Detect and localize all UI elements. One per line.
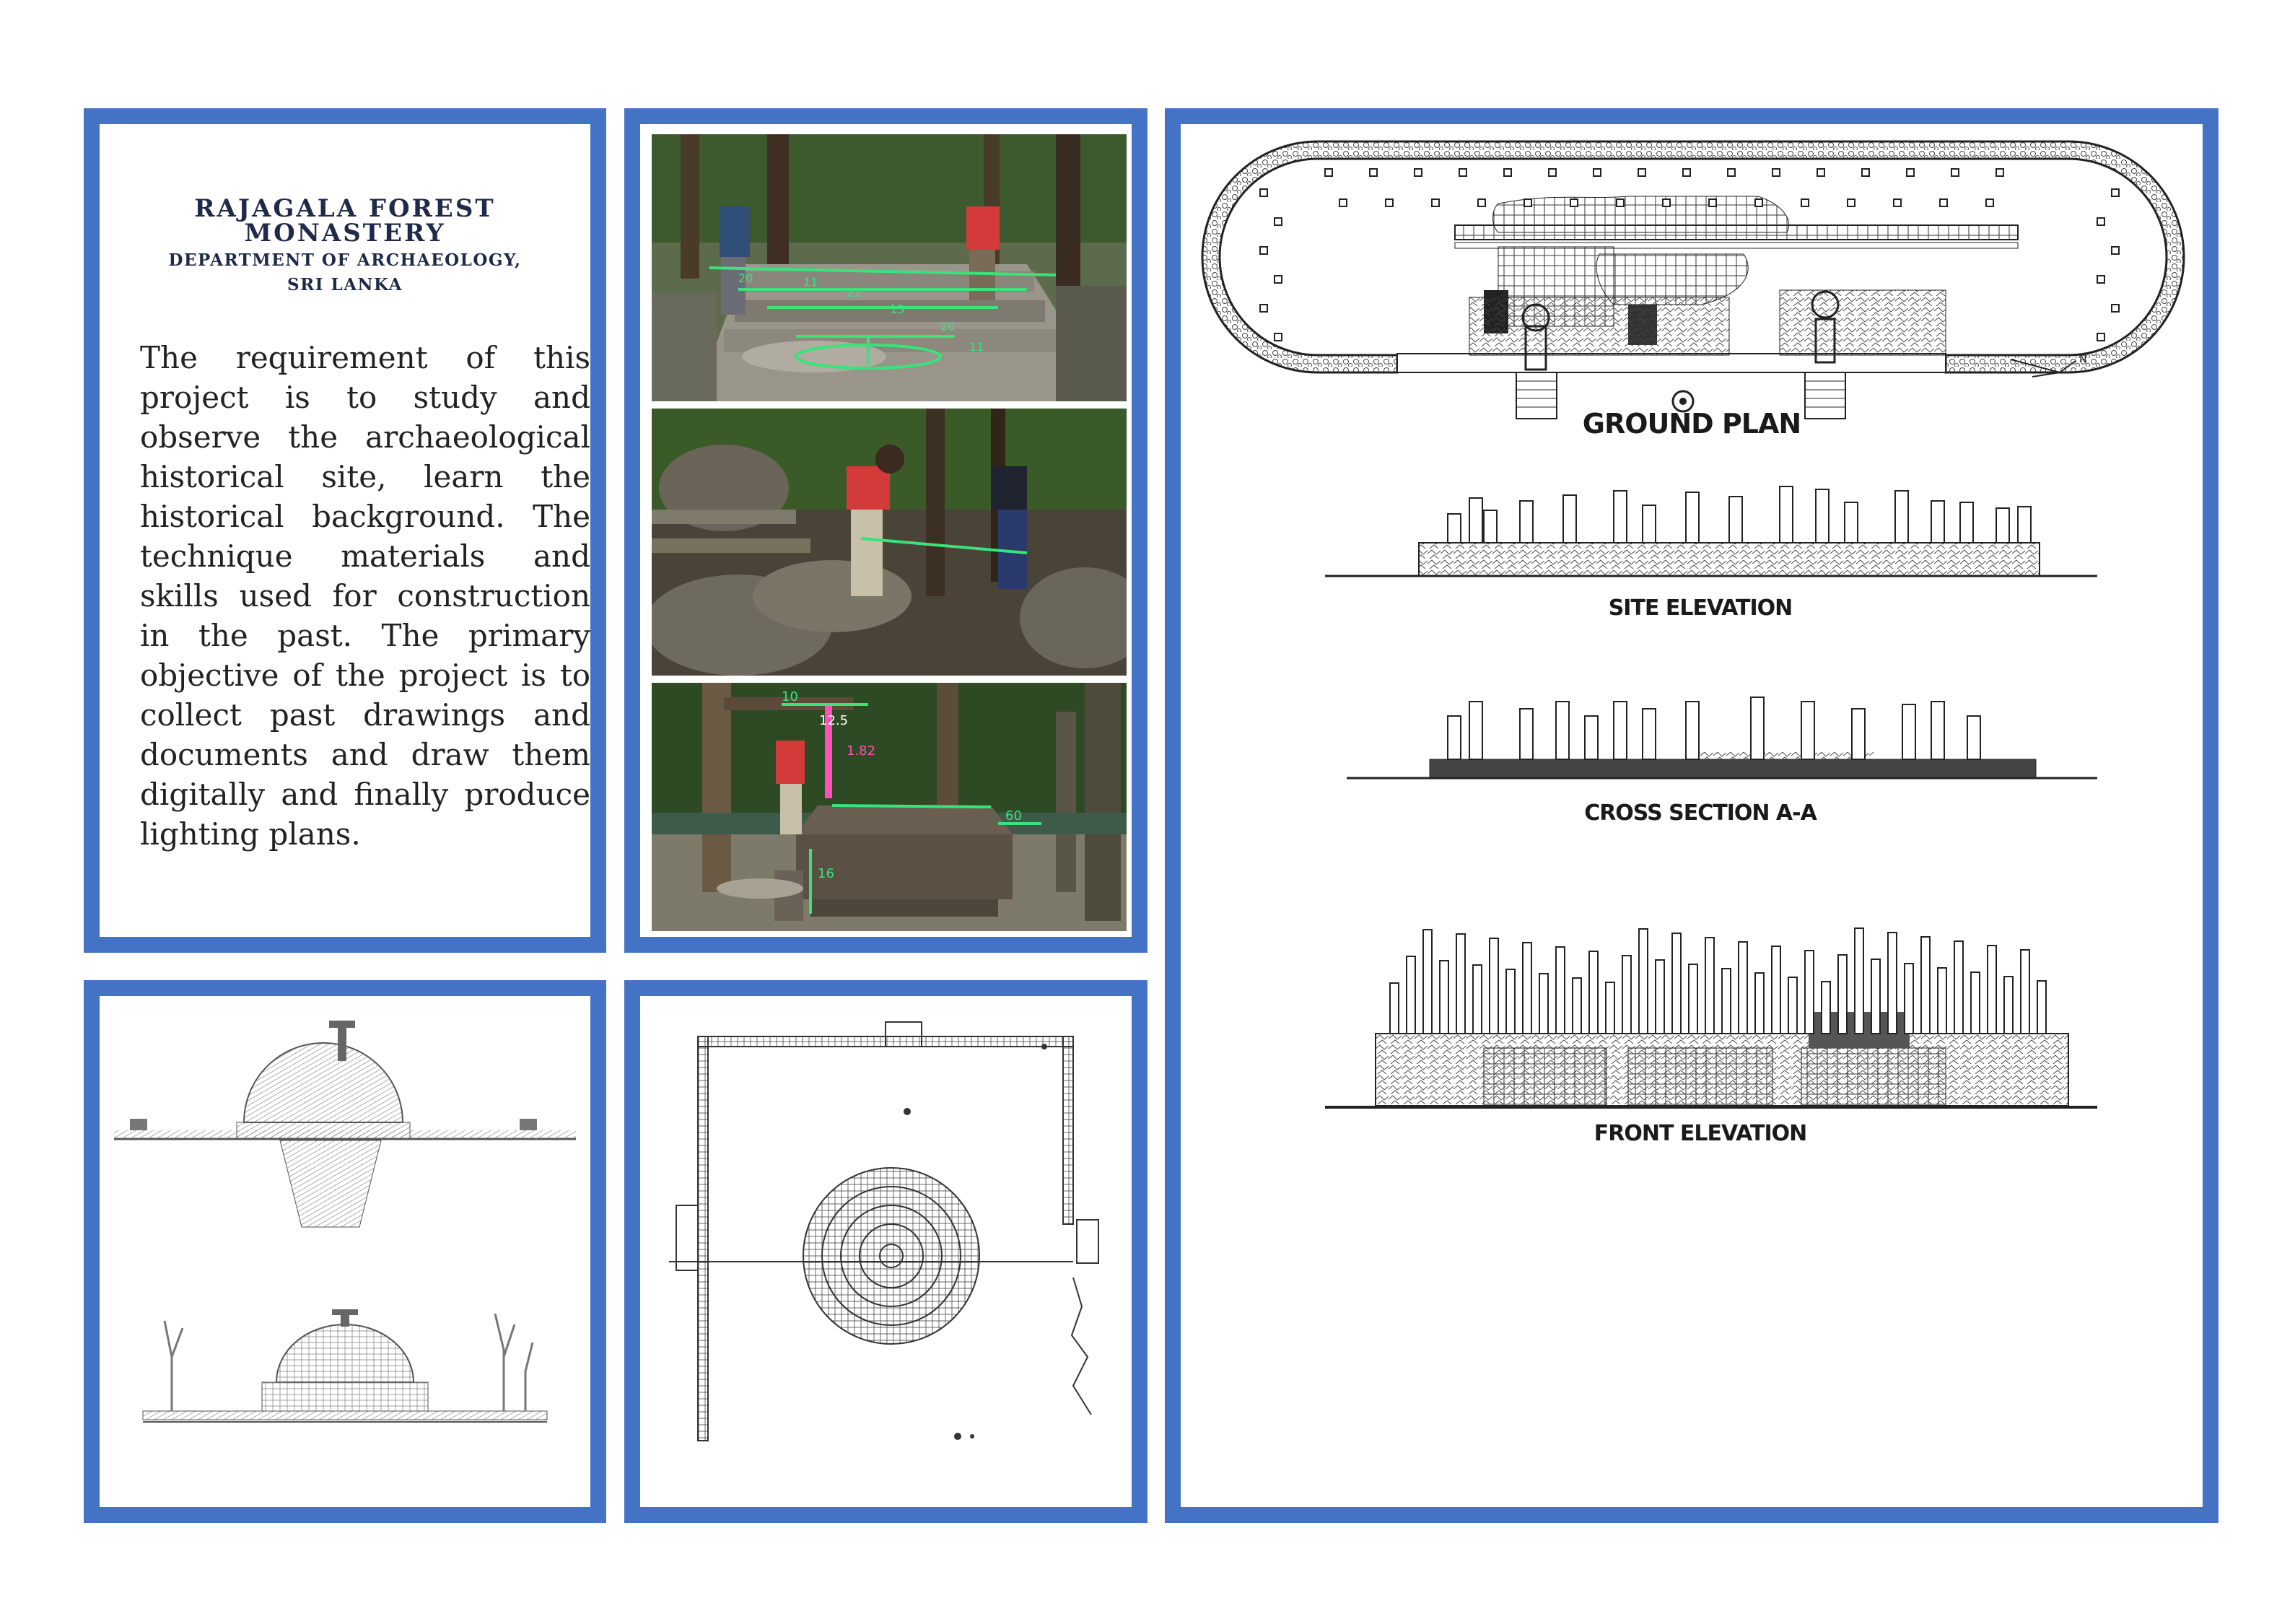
pier-square [1370, 169, 1377, 176]
pier-square [1260, 247, 1267, 254]
section-column [1585, 716, 1598, 759]
elevation-column [1469, 498, 1482, 543]
site-elevation-label: SITE ELEVATION [1608, 595, 1793, 621]
section-column [1801, 702, 1814, 759]
pier-square [1894, 199, 1901, 206]
project-title: RAJAGALA FOREST MONASTERY [194, 194, 496, 248]
elevation-column [1520, 501, 1533, 543]
measure-label: 20 [940, 320, 956, 333]
measure-label: 12.5 [819, 713, 849, 728]
front-column [1705, 938, 1714, 1034]
pier-square [1848, 199, 1855, 206]
pier-square [1801, 199, 1809, 206]
pier-square [1594, 169, 1601, 176]
pier-square [1755, 199, 1762, 206]
front-column [2004, 977, 2013, 1034]
section-column [1643, 709, 1656, 759]
front-column [1556, 947, 1565, 1034]
front-column [1921, 937, 1930, 1034]
front-column [1539, 974, 1548, 1034]
section-column [1852, 709, 1865, 759]
stupa-plan-drawing [640, 996, 1132, 1507]
pier-square [1339, 199, 1347, 206]
front-column [2037, 981, 2046, 1034]
pier-square [1549, 169, 1556, 176]
measure-label: 11 [803, 275, 818, 289]
section-column [1751, 697, 1764, 759]
site-photo-platform [652, 683, 1127, 931]
pier-square [1275, 218, 1282, 225]
pier-square [1275, 276, 1282, 283]
front-column [1423, 930, 1432, 1034]
front-column [1390, 983, 1399, 1034]
elevation-column [1845, 502, 1858, 543]
measure-label: 16 [818, 866, 834, 881]
stupa-plan-panel [624, 980, 1148, 1523]
pier-square [1260, 189, 1267, 196]
front-column [1606, 982, 1614, 1034]
section-column [1520, 709, 1533, 759]
pier-square [1524, 199, 1531, 206]
section-column [1931, 702, 1944, 759]
elevation-column [1931, 501, 1944, 543]
pier-square [1638, 169, 1645, 176]
section-column [1902, 704, 1915, 759]
front-column [1788, 977, 1797, 1034]
front-elevation [1325, 928, 2097, 1146]
front-column [1639, 929, 1648, 1034]
pier-square [1478, 199, 1485, 206]
drawings-panel [1165, 108, 2218, 1523]
front-column [1456, 934, 1465, 1034]
pier-square [1951, 169, 1959, 176]
front-column [1473, 965, 1482, 1034]
front-column [1722, 969, 1731, 1034]
elevation-column [2018, 507, 2031, 543]
elevation-column [1996, 508, 2009, 543]
front-column [1755, 973, 1764, 1034]
cross-section-label: CROSS SECTION A-A [1584, 800, 1817, 826]
measure-label: 60 [1005, 808, 1022, 824]
pier-square [1728, 169, 1735, 176]
intro-panel [84, 108, 606, 953]
front-column [1573, 978, 1581, 1034]
front-column [1971, 972, 1980, 1034]
front-column [1954, 941, 1963, 1034]
front-elevation-label: FRONT ELEVATION [1594, 1121, 1807, 1146]
pier-square [1415, 169, 1422, 176]
pier-square [1663, 199, 1670, 206]
measure-label: 20 [738, 271, 753, 285]
cross-section [1347, 697, 2097, 826]
site-photo-rocks [652, 409, 1127, 676]
front-column [1822, 982, 1830, 1034]
pier-square [1617, 199, 1624, 206]
front-column [1672, 933, 1681, 1034]
ground-plan-label: GROUND PLAN [1582, 408, 1801, 440]
front-column [1805, 951, 1814, 1034]
site-elevation [1325, 486, 2097, 621]
front-column [1739, 942, 1747, 1034]
section-column [1614, 702, 1627, 759]
pier-square [1325, 169, 1332, 176]
section-column [1469, 702, 1482, 759]
measure-label: 15 [890, 302, 905, 316]
pier-square [1386, 199, 1393, 206]
pier-square [1275, 333, 1282, 341]
project-subtitle: DEPARTMENT OF ARCHAEOLOGY, SRI LANKA [168, 250, 522, 294]
project-description: The requirement of this project is to study and observe the archaeological historical site, learn the historical background. The technique materials and skills used for construction in the past. The primary objective of the project is to collect past drawings and documents and draw them digitally and finally produce lighting plans. [140, 340, 590, 852]
front-column [1772, 946, 1780, 1034]
front-column [1938, 968, 1946, 1034]
elevation-column [1895, 491, 1908, 543]
section-column [1448, 716, 1461, 759]
measure-label: 1.82 [847, 743, 876, 759]
elevation-column [1448, 514, 1461, 543]
front-column [1871, 959, 1880, 1034]
measure-label: 21 [847, 286, 862, 300]
front-column [1689, 964, 1697, 1034]
north-arrow-label: N [2079, 354, 2087, 365]
measure-label: 11 [969, 340, 984, 354]
pier-square [2097, 333, 2104, 341]
elevation-column [1614, 491, 1627, 543]
pier-square [1862, 169, 1869, 176]
measure-label: 10 [782, 689, 798, 704]
section-column [1686, 702, 1699, 759]
pier-square [1570, 199, 1578, 206]
site-photos-panel [624, 108, 1148, 953]
stupa-sketches-panel [84, 980, 606, 1523]
front-column [1407, 956, 1415, 1034]
pier-square [2112, 305, 2119, 312]
pier-square [1907, 169, 1914, 176]
pier-square [1709, 199, 1716, 206]
title-block [100, 196, 590, 297]
front-column [1490, 938, 1498, 1034]
stupa-sketch-drawing [100, 996, 590, 1507]
pier-square [1817, 169, 1824, 176]
front-column [1905, 964, 1913, 1034]
front-column [1988, 946, 1996, 1034]
elevation-column [1643, 505, 1656, 543]
pier-square [2097, 276, 2104, 283]
elevation-column [1686, 492, 1699, 543]
architectural-drawings [1181, 124, 2203, 1507]
pier-square [1459, 169, 1466, 176]
elevation-column [1563, 495, 1576, 543]
section-column [1967, 716, 1980, 759]
front-column [1855, 928, 1863, 1034]
section-column [1556, 702, 1569, 759]
ground-plan [1202, 141, 2184, 440]
elevation-column [1960, 502, 1973, 543]
front-column [1589, 951, 1598, 1034]
elevation-column [1780, 486, 1793, 543]
pier-square [2097, 218, 2104, 225]
pier-square [1772, 169, 1780, 176]
elevation-column [1729, 497, 1742, 543]
elevation-column [1816, 489, 1829, 543]
front-column [1523, 943, 1531, 1034]
pier-square [1432, 199, 1439, 206]
pier-square [1940, 199, 1947, 206]
elevation-column [1484, 510, 1497, 543]
front-column [1888, 933, 1897, 1034]
front-column [1656, 960, 1664, 1034]
front-column [1838, 955, 1847, 1034]
front-column [1506, 969, 1515, 1034]
pier-square [1683, 169, 1690, 176]
pier-square [1986, 199, 1993, 206]
pier-square [1260, 305, 1267, 312]
front-column [1440, 961, 1448, 1034]
front-column [2021, 950, 2029, 1034]
pier-square [2112, 247, 2119, 254]
pier-square [1996, 169, 2003, 176]
pier-square [1504, 169, 1511, 176]
site-photo-steps [652, 134, 1127, 401]
front-column [1622, 956, 1631, 1034]
pier-square [2112, 189, 2119, 196]
